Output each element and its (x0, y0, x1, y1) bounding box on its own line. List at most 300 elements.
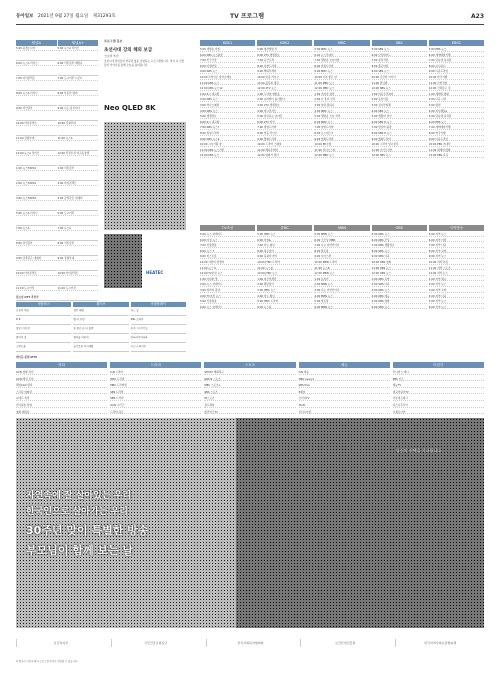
channel-header: TV조선 (200, 225, 255, 231)
left-program-line: 11:00 도시어부 (58, 287, 99, 291)
left-program-line: 7:00 아이콘택트 (16, 77, 57, 81)
left-program-line: 6:00 뉴스A 라이브 (16, 62, 57, 66)
promo-body: 조선시대 선비들의 학문과 삶을 조명하는 프로그램입니다. 역사 속 인물들의 이야기를 통해 오늘을 돌아봅니다. (104, 60, 185, 67)
ott-title: 스위트홈 (16, 345, 71, 352)
program-line: 1:00 동치미 (314, 278, 369, 282)
program-line: 9:00 월화드라마 (314, 138, 369, 142)
program-line: 10:00 EBS 초대석 (429, 143, 484, 147)
program-line: 12:00 SBS 뉴스 (372, 87, 427, 91)
promo-text-block (104, 40, 186, 100)
footer-logo-4: 보건산업진흥원 (300, 639, 389, 647)
cable-program-line: 채널CGV 명작 (16, 384, 107, 388)
program-line: 5:00 지역 뉴스 (429, 300, 484, 304)
left-program-line: 9:00 강철부대 (58, 257, 99, 261)
left-program-line: 11:00 도시어부 (16, 287, 57, 291)
cable-program-line: 드라마 큐브 (110, 411, 201, 415)
cable-program-line: 영화 재방송 (16, 411, 107, 415)
program-line: 4:00 MBN 뉴스 (314, 295, 369, 299)
program-line: 3:00 2TV 생생정보 (257, 104, 312, 108)
program-line: 11:00 뉴스 9 (200, 267, 255, 271)
program-line: 12:00 MBC 뉴스 (314, 154, 369, 158)
program-line: 5:00 알토란 (314, 300, 369, 304)
footer-logos (16, 636, 484, 650)
program-line: 1:00 드라마 재방송 (257, 93, 312, 97)
channel-header: OBS (372, 225, 427, 231)
cable-section-label: 케이블·종편·IPTV (16, 356, 38, 359)
program-line: 5:00 SBS 뉴스 (372, 48, 427, 52)
channel-header: 지역방송 (429, 225, 484, 231)
left-program-line: 7:00 뉴스A (16, 227, 57, 231)
channel-header: KBS1 (200, 40, 255, 46)
program-line: 2:00 슈퍼맨이 돌아왔다 (257, 98, 312, 102)
left-program-line: 6:00 서민갑부 재방송 (58, 62, 99, 66)
program-line: 12:00 지역 뉴스 (429, 272, 484, 276)
ad-line-3: 30주년 맞이 특별한 방송 (26, 524, 149, 537)
program-line: 9:00 지역 뉴스 (429, 255, 484, 259)
program-line: 3:00 집사부일체 (372, 104, 427, 108)
left-channel-header: 채널A+ (58, 40, 99, 46)
left-program-line: 8:00 서민갑부 (16, 242, 57, 246)
ott-header: 쿠팡플레이 (131, 302, 186, 307)
ad-line-2: 한국인으로 살아가는 우리 (26, 507, 128, 517)
program-line: 2:00 KBS 뉴스 (200, 98, 255, 102)
program-line: 6:00 아침& (257, 239, 312, 243)
program-line: 6:00 6시 내고향 (200, 121, 255, 125)
cable-program-line: 인디필름 상영 (16, 404, 107, 408)
cable-program-line: IB스포츠 (204, 397, 295, 401)
program-line: 6:00 뉴스 퍼레이드 (200, 306, 255, 310)
issue-date: 2021년 9월 27일 월요일 (37, 14, 89, 19)
cable-category: 어린이 (393, 362, 484, 368)
program-line: 9:00 KBS 뉴스 (200, 70, 255, 74)
left-program-line: 7:00 뉴스A (58, 227, 99, 231)
left-program-line: 5:00 뉴스A 라이브 (16, 212, 57, 216)
cable-program-line: 디즈니주니어 (393, 404, 484, 408)
cable-program-line: 씨네프 특선 (16, 397, 107, 401)
ott-title: 유 퀴즈 온 더 블럭 (73, 327, 128, 334)
program-line: 8:00 한국기행 (429, 132, 484, 136)
cable-program-line: SBS 스포츠 (204, 391, 295, 395)
program-line: 9:00 KBS 뉴스9 (200, 138, 255, 142)
cable-program-line: MBC 스포츠+ (204, 384, 295, 388)
ott-title: 검은 태양 (73, 309, 128, 316)
cable-program-line: MBC 드라마넷 (110, 384, 201, 388)
program-line: 7:00 일일드라마 (257, 126, 312, 130)
cable-program-line: OCN 시리즈 (110, 404, 201, 408)
left-program-line: 11:00 강철부대 (16, 137, 57, 141)
program-line: 1:00 세계의 명화 (429, 93, 484, 97)
program-line: 9:00 월화드라마 (372, 138, 427, 142)
mid-channel-grid (200, 225, 484, 309)
program-line: 10:00 시사기획 창 (200, 143, 255, 147)
promo-photo-2 (104, 234, 142, 288)
program-line: 9:00 해피투게더 (257, 70, 312, 74)
cable-program-line: XtvN (299, 404, 390, 408)
program-line: 3:00 JTBC 뉴스 (257, 289, 312, 293)
program-line: 6:00 세계테마기행 (429, 54, 484, 58)
program-line: 12:00 JTBC 뉴스 (257, 272, 312, 276)
program-line: 5:00 MBC 뉴스 (314, 48, 369, 52)
program-line: 7:00 순간포착 (257, 59, 312, 63)
footer-logo-3: 한국사회복지협의회 (206, 639, 295, 647)
program-line: 3:00 나는 자연인이다 (314, 289, 369, 293)
left-program-line: 8:00 뉴스A 라이브 (16, 92, 57, 96)
cable-program-line: OCN 영화 특선 (16, 371, 107, 375)
program-line: 6:00 지역 아침 (429, 239, 484, 243)
left-program-line: 8:00 부동산 명의 (58, 92, 99, 96)
program-line: 10:00 OBS 영화 (372, 261, 427, 265)
program-line: 5:00 생생정보 (200, 115, 255, 119)
program-line: 6:00 EBS 뉴스 (429, 121, 484, 125)
ad-line-1: 자연속에 잘 살아있는 우리 (26, 491, 132, 501)
program-line: 5:00 신통방통 (200, 300, 255, 304)
promo-subtitle: '오늘의 역사' (104, 54, 119, 58)
left-program-line: 9:00 나는 몸신이다 (58, 107, 99, 111)
program-line: 8:00 아침마당 (200, 65, 255, 69)
footer-note: ※ 방송사 사정에 따라 프로그램 편성이 변경될 수 있습니다. (16, 660, 78, 663)
left-program-line: 7:00 도시어부 시즌3 (58, 77, 99, 81)
left-channel-header: 채널A (16, 40, 57, 46)
program-line: 12:00 KBS 뉴스12 (200, 87, 255, 91)
cable-program-line: 골프채널 (204, 404, 295, 408)
ott-title: 어느 날 (131, 309, 186, 316)
left-channel-grid (16, 40, 98, 288)
ott-title: SNL 코리아 (131, 318, 186, 325)
program-line: 6:00 OBS 모닝 (372, 239, 427, 243)
program-line: 9:00 SBS 뉴스 (372, 70, 427, 74)
program-line: 7:00 세계테마기행 (429, 126, 484, 130)
program-line: 7:00 신통방통 (200, 244, 255, 248)
program-line: 5:00 딩동댕 유치원 (429, 115, 484, 119)
program-line: 4:00 아는 형님 (257, 295, 312, 299)
left-program-line: 3:00 금쪽같은 내새끼 (58, 197, 99, 201)
ott-title: 갯마을 차차차 (73, 336, 128, 343)
program-line: 11:00 나이트라인 (372, 149, 427, 153)
program-line: 10:00 연중 라이브 (257, 76, 312, 80)
program-line: 8:00 OBS 뉴스 (372, 250, 427, 254)
cable-program-line: KBS 드라마 (110, 397, 201, 401)
program-line: 1:00 OBS 교양 (372, 278, 427, 282)
program-line: 2:00 지역 뉴스 (429, 283, 484, 287)
program-line: 9:00 보이스퀸 (314, 255, 369, 259)
program-line: 10:00 그것이 알고싶다 (372, 143, 427, 147)
program-line: 11:00 불후의 명곡 (257, 82, 312, 86)
program-line: 12:00 SBS 뉴스 (372, 154, 427, 158)
program-line: 5:00 생방송 아침 (200, 48, 255, 52)
program-line: 7:00 맛남의 광장 (372, 126, 427, 130)
cable-program-line: tvN 드라마 (110, 371, 201, 375)
program-line: 11:00 KBS 뉴스라인 (200, 149, 255, 153)
program-line: 5:00 생방송 오늘 저녁 (314, 115, 369, 119)
left-program-line: 10:00 강철부대 (58, 122, 99, 126)
program-line: 4:00 OBS 예능 (372, 295, 427, 299)
program-line: 8:00 아침드라마 (314, 65, 369, 69)
cable-program-line: 코미디TV (299, 397, 390, 401)
program-line: 6:00 뉴스투데이 (314, 54, 369, 58)
program-line: 7:00 OBS 생활정보 (372, 244, 427, 248)
left-program-line: 12:00 산전수전 여고동창생 (58, 152, 99, 156)
program-line: 9:00 뭉쳐야 찬다 (257, 255, 312, 259)
section-title: TV 프로그램 (230, 13, 265, 20)
program-line: 6:00 OBS 뉴스 (372, 306, 427, 310)
top-channel-grid (200, 40, 484, 220)
program-line: 9:00 OBS 다큐 (372, 255, 427, 259)
channel-header: EBS1 (429, 40, 484, 46)
cable-program-line: EBS 키즈 (393, 378, 484, 382)
promo-logo: HEATEC (146, 270, 164, 275)
program-line: 2:00 OBS 다큐 (372, 283, 427, 287)
cable-category: 예능 (299, 362, 390, 368)
cable-program-line: MBC every1 (299, 378, 390, 382)
program-line: 5:00 영상앨범 산 (257, 48, 312, 52)
ott-section-label: 월요일 OTT 추천작 (16, 296, 39, 299)
ott-title: 슬기로운 의사생활 (73, 345, 128, 352)
ott-title: 시드니 라이브 (131, 345, 186, 352)
program-line: 11:00 MBC 뉴스 (314, 82, 369, 86)
product-name: Neo QLED 8K (104, 104, 156, 112)
left-program-line: 5:00 도시어부 (58, 212, 99, 216)
program-line: 10:00 한국기행 (429, 76, 484, 80)
program-line: 9:00 MBC 뉴스 (314, 70, 369, 74)
program-line: 12:00 2TV 뉴스 (257, 87, 312, 91)
program-line: 10:00 기분 좋은 날 (314, 76, 369, 80)
footer-logo-5: 한국지역사회보장협의체 (395, 639, 484, 647)
program-line: 10:00 MBN 드라마 (314, 261, 369, 265)
program-line: 6:00 뉴스룸 (257, 306, 312, 310)
program-line: 3:00 역사스페셜 (200, 104, 255, 108)
program-line: 8:00 보니하니 (429, 65, 484, 69)
program-line: 10:00 무엇이든 물어보세요 (200, 76, 255, 80)
program-line: 6:00 KBS 뉴스광장 (200, 54, 255, 58)
program-line: 3:00 놀면 뭐하니 (314, 104, 369, 108)
ott-title: 킹덤: 아신전 (16, 327, 71, 334)
program-line: 1:00 전지적 참견 (314, 93, 369, 97)
program-line: 8:00 지역 교양 (429, 250, 484, 254)
program-line: 11:00 라디오스타 (314, 149, 369, 153)
program-line: 2:00 뉴스 퍼레이드 (200, 283, 255, 287)
program-line: 5:00 OBS 영화 (372, 300, 427, 304)
channel-header: MBN (314, 225, 369, 231)
channel-header: KBS2 (257, 40, 312, 46)
program-line: 12:00 MBC 뉴스 (314, 87, 369, 91)
channel-header: MBC (314, 40, 369, 46)
left-program-line: 1:00 서민갑부 (58, 167, 99, 171)
left-program-line: 12:00 뉴스A 라이브 (16, 152, 57, 156)
program-line: 4:00 개그콘서트 (257, 110, 312, 114)
issue-number: 제31293호 (92, 14, 116, 19)
program-line: 11:00 지역 스포츠 (429, 267, 484, 271)
channel-header: JTBC (257, 225, 312, 231)
program-line: 2:00 다큐 시선 (429, 98, 484, 102)
program-line: 7:00 나는 자연인이다 (314, 244, 369, 248)
program-line: 8:00 뉴스 7 (200, 250, 255, 254)
left-program-line: 10:00 아이콘택트 (58, 272, 99, 276)
program-line: 10:00 드라마 스페셜 (257, 143, 312, 147)
program-line: 2:00 나 혼자 산다 (314, 98, 369, 102)
promo-photo (104, 122, 186, 230)
left-program-line: 1:00 뉴스TOP10 (16, 167, 57, 171)
cable-program-line: SPOTV 해외축구 (204, 371, 295, 375)
program-line: 12:00 MBN 뉴스 (314, 272, 369, 276)
program-line: 8:00 좋은아침 (372, 65, 427, 69)
cable-category: 드라마 (110, 362, 201, 368)
program-line: 6:00 MBC 뉴스 (314, 121, 369, 125)
left-program-line: 10:00 아이콘택트 (16, 122, 57, 126)
program-line: 8:00 일일드라마 (200, 132, 255, 136)
program-line: 11:00 뉴스8 (314, 267, 369, 271)
promo-headline: 초선사대 강의 해외 보급 (104, 47, 153, 53)
program-line: 1:00 지역 예능 (429, 278, 484, 282)
program-line: 11:00 극한직업 (429, 82, 484, 86)
program-line: 3:00 엄마의 봄날 (200, 289, 255, 293)
program-line: 7:00 일일드라마 (314, 126, 369, 130)
program-line: 8:00 SBS 8 뉴스 (372, 132, 427, 136)
program-line: 3:00 OBS 뉴스 (372, 289, 427, 293)
cable-program-line: SBS Plus (299, 384, 390, 388)
program-line: 5:00 지역 뉴스 (429, 233, 484, 237)
left-program-line: 11:00 뉴스A (58, 137, 99, 141)
program-line: 2:00 MBN 뉴스 (314, 283, 369, 287)
ad-side-text: 당신의 선택을 기다립니다 (396, 448, 442, 453)
program-line: 12:00 KBS 뉴스 (200, 154, 255, 158)
ott-title: 종이의 집 (16, 336, 71, 343)
left-program-line: 9:00 서민갑부 (16, 107, 57, 111)
cable-program-line: 빌리어즈TV (204, 411, 295, 415)
left-program-line: 8:00 서민갑부 (58, 242, 99, 246)
ott-header: 웨이브 (73, 302, 128, 307)
cable-program-line: 투니버스 애니 (393, 371, 484, 375)
masthead-rule (16, 24, 484, 25)
mid-channel-grid-2 (200, 292, 484, 354)
left-program-line: 2:00 뉴스TOP10 (16, 182, 57, 186)
program-line: 12:00 영화가 좋다 (257, 154, 312, 158)
program-line: 10:00 지역 특집 (429, 261, 484, 265)
program-line: 5:00 JTBC 뉴스 (257, 233, 312, 237)
program-line: 9:00 다큐프라임 (429, 138, 484, 142)
ott-grid (16, 302, 186, 348)
ott-title: 안나라수마나라 (131, 336, 186, 343)
cable-program-line: 재능TV (393, 384, 484, 388)
cable-program-line: 니켈로디언 (393, 411, 484, 415)
cable-program-line: JTBC 드라마 (110, 378, 201, 382)
program-line: 6:00 MBN 뉴스 (314, 306, 369, 310)
program-line: 12:00 건축탐구 집 (429, 87, 484, 91)
program-line: 5:00 뉴스 퍼레이드 (200, 233, 255, 237)
cable-program-line: SBS 드라마 (110, 391, 201, 395)
ott-title: 루카: 더 비기닝 (131, 327, 186, 334)
channel-header: SBS (372, 40, 427, 46)
program-line: 4:00 MBC 뉴스 (314, 110, 369, 114)
program-line: 4:00 TV조선 뉴스 (200, 295, 255, 299)
footer-logo-1: 보건복지부 (16, 639, 105, 647)
program-line: 11:00 KBS 뉴스 (200, 82, 255, 86)
program-line: 10:00 JTBC 드라마 (257, 261, 312, 265)
program-line: 12:00 OBS 뉴스 (372, 272, 427, 276)
program-line: 2:00 동상이몽 (372, 98, 427, 102)
program-line: 5:00 MBN 뉴스 (314, 233, 369, 237)
cable-program-line: 스크린 영화관 (16, 391, 107, 395)
cable-category: 영화 (16, 362, 107, 368)
program-line: 8:00 히든싱어 (257, 250, 312, 254)
program-line: 9:00 미스트롯 (200, 255, 255, 259)
left-program-line: 2:00 아이콘택트 (58, 182, 99, 186)
program-line: 1:00 6시 내고향 (200, 93, 255, 97)
program-line: 7:00 인간극장 (200, 59, 255, 63)
program-line: 4:00 SBS 뉴스 (372, 110, 427, 114)
cable-program-line: 대교어린이TV (393, 391, 484, 395)
program-line: 8:00 알토란 (314, 250, 369, 254)
bottom-ad (16, 418, 484, 628)
program-line: 2:00 팬텀싱어 (257, 283, 312, 287)
paper-name: 동아일보 (16, 14, 34, 19)
program-line: 7:00 아는 형님 (257, 244, 312, 248)
program-line: 4:00 지식채널e (429, 110, 484, 114)
program-line: 11:00 런닝맨 (372, 82, 427, 86)
cable-program-line: 라이프타임 (299, 411, 390, 415)
program-line: 9:00 월화드라마 (257, 138, 312, 142)
footer-logo-2: 국민건강보험공단 (111, 639, 200, 647)
program-line: 6:00 모닝와이드 (372, 54, 427, 58)
program-line: 11:00 OBS 뉴스 (372, 267, 427, 271)
program-line: 5:00 EBS 뉴스 (429, 48, 484, 52)
program-line: 5:00 생활의 달인 (372, 115, 427, 119)
program-line: 5:00 살림하는 남자들 (257, 115, 312, 119)
program-line: 6:00 굿모닝 MBN (314, 239, 369, 243)
program-line: 3:00 지역 교양 (429, 289, 484, 293)
ott-header: 넷플릭스 (16, 302, 71, 307)
program-line: 11:00 뉴스룸 (257, 267, 312, 271)
cable-program-line: tvN 예능 (299, 371, 390, 375)
ott-title: 원 더 우먼 (73, 318, 128, 325)
left-program-line: 5:00 뉴스A 라이브 (58, 47, 99, 51)
program-line: 8:00 연중 라이브 (257, 132, 312, 136)
program-line: 8:00 뉴스데스크 (314, 132, 369, 136)
program-line: 7:00 생방송 오늘아침 (314, 59, 369, 63)
left-program-line: 5:00 풍경소나타 (16, 47, 57, 51)
left-program-line: 10:00 아이콘택트 (16, 272, 57, 276)
program-line: 3:00 명의 (429, 104, 484, 108)
ott-title: 오징어 게임 (16, 309, 71, 316)
program-line: 7:00 KBS 뉴스7 (200, 126, 255, 130)
ad-line-4: 부모님이 함께 보는 날 (26, 544, 134, 557)
cable-grid (16, 362, 484, 414)
masthead-left (16, 10, 116, 24)
program-line: 9:00 다큐프라임 (429, 70, 484, 74)
cable-program-line: 카툰네트워크 (393, 397, 484, 401)
left-program-line: 3:00 뉴스TOP10 (16, 197, 57, 201)
program-line: 11:00 해피투게더 (257, 149, 312, 153)
program-line: 12:00 EBS 다큐 (429, 154, 484, 158)
program-line: 10:00 궁금한 이야기 (372, 76, 427, 80)
program-line: 5:00 OBS 뉴스 (372, 233, 427, 237)
cable-category: 스포츠 (204, 362, 295, 368)
program-line: 1:00 아내의 맛 (200, 278, 255, 282)
program-line: 11:00 세계의 명화 (429, 149, 484, 153)
program-line: 6:00 2TV 저녁 (257, 121, 312, 125)
program-line: 10:00 PD수첩 (314, 143, 369, 147)
program-line: 4:00 지역 다큐 (429, 295, 484, 299)
program-line: 6:00 아침 뉴스 (200, 239, 255, 243)
cable-program-line: KBS N 스포츠 (204, 378, 295, 382)
program-line: 7:00 골목식당 (372, 59, 427, 63)
program-line: 7:00 딩동댕 유치원 (429, 59, 484, 63)
program-line: 8:00 아침드라마 (257, 65, 312, 69)
program-line: 10:00 사랑의 콜센타 (200, 261, 255, 265)
program-line: 6:00 SBS 8 뉴스 (372, 121, 427, 125)
cable-program-line: OCN 액션 무비 (16, 378, 107, 382)
program-line: 6:00 2TV 생생정보 (257, 54, 312, 58)
cable-program-line: E채널 (299, 391, 390, 395)
